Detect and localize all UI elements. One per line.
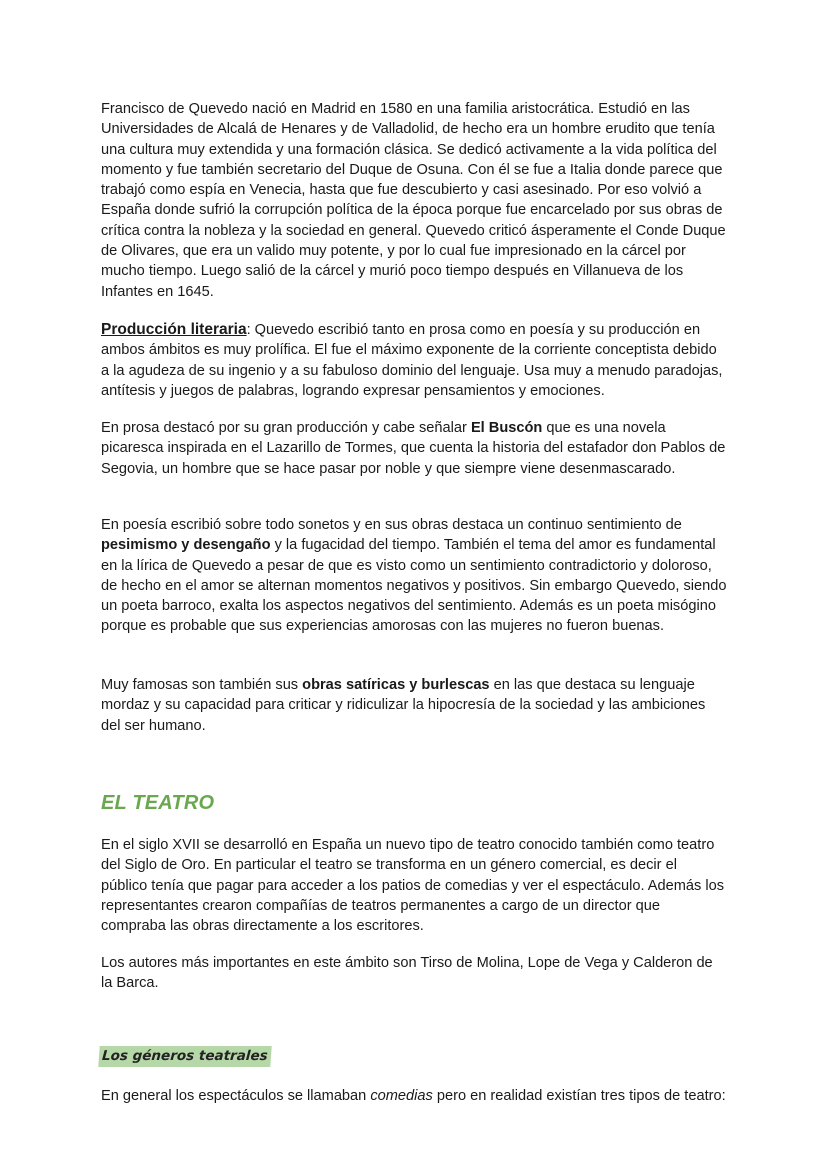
biography-paragraph: Francisco de Quevedo nació en Madrid en 1580 en una familia aristocrática. Estudió en las Universidades de Alcalá de Henares y de Valladolid, de hecho era un hombre erudito que tenía una cultura muy extendida y una formación clásica. Se dedicó activamente a la vida política del momento y fue también secretario del Duque de Osuna. Con él se fue a Italia donde parece que trabajó como espía en Venecia, hasta que fue descubierto y casi asesinado. Por eso volvió a España donde sufrió la corrupción política de la época porque fue encarcelado por sus obras de crítica contra la nobleza y la sociedad en general. Quevedo criticó ásperamente el Conde Duque de Olivares, que era un valido muy potente, y por lo cual fue impresionado en la cárcel por mucho tiempo. Luego salió de la cárcel y murió poco tiempo después en Villanueva de los Infantes en 1645. (101, 101, 726, 300)
comedias-term: comedias (370, 1088, 433, 1104)
satirical-text-start: Muy famosas son también sus (101, 677, 303, 693)
poetry-text-start: En poesía escribió sobre todo sonetos y en sus obras destaca un continuo sentimiento de (101, 517, 682, 533)
subheading-generos-teatrales: Los géneros teatrales (98, 1046, 271, 1067)
genres-text-start: En general los espectáculos se llamaban (101, 1088, 371, 1104)
theatre-intro-paragraph: En el siglo XVII se desarrolló en España un nuevo tipo de teatro conocido también como teatro del Siglo de Oro. En particular el teatro se transforma en un género comercial, es decir el público tenía que pagar para acceder a los patios de comedias y ver el espectáculo. Además los representantes crearon compañías de teatros permanentes a cargo de un director que compraba las obras directamente a los escritores. (101, 837, 725, 935)
pesimismo-highlight: pesimismo y desengaño (101, 537, 271, 554)
poetry-text-end: y la fugacidad del tiempo. También el tema del amor es fundamental en la lírica de Quevedo a pesar de que es visto como un sentimiento contradictorio y doloroso, de hecho en el amor se alternan momentos negativos y positivos. Sin embargo Quevedo, siendo un poeta barroco, exalta los aspectos negativos del sentimiento. Además es un poeta misógino porque es probable que sus experiencias amorosas con las mujeres no fueron buenas. (101, 537, 727, 635)
satirical-works-highlight: obras satíricas y burlescas (302, 677, 490, 693)
literary-production-label: Producción literaria (101, 321, 247, 338)
prose-text-end: que es una novela picaresca inspirada en el Lazarillo de Tormes, que cuenta la historia del estafador don Pablos de Segovia, un hombre que se hace pasar por noble y que siempre viene desenmascarado. (101, 420, 726, 477)
theatre-authors-paragraph: Los autores más importantes en este ámbito son Tirso de Molina, Lope de Vega y Calderon de la Barca. (101, 955, 713, 992)
prose-text-start: En prosa destacó por su gran producción y cabe señalar (101, 420, 471, 436)
genres-paragraph (101, 1086, 727, 1106)
section-title-el-teatro: EL TEATRO (101, 792, 215, 814)
poetry-paragraph (101, 515, 727, 637)
satirical-text-end: en las que destaca su lenguaje mordaz y su capacidad para criticar y ridiculizar la hipocresía de la sociedad y las ambiciones del ser humano. (101, 677, 706, 734)
prose-paragraph (101, 418, 727, 479)
literary-production-text: : Quevedo escribió tanto en prosa como en poesía y su producción en ambos ámbitos es muy prolífica. El fue el máximo exponente de la corriente conceptista debido a la agudeza de su ingenio y a su fabuloso dominio del lenguaje. Usa muy a menudo paradojas, antítesis y juegos de palabras, logrando expresar pensamientos y emociones. (101, 322, 723, 399)
literary-production-paragraph (101, 320, 727, 401)
satirical-works-paragraph (101, 675, 727, 736)
genres-text-end: pero en realidad existían tres tipos de teatro: (432, 1088, 726, 1104)
el-buscon-title: El Buscón (470, 420, 543, 436)
